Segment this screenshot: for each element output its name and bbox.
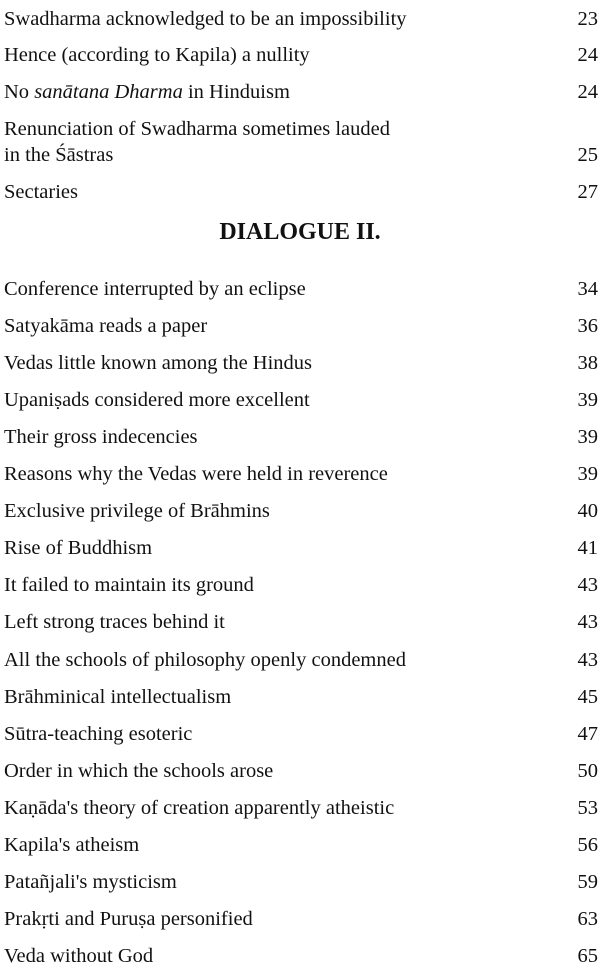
toc-entry bbox=[4, 906, 598, 932]
toc-entry-title: It failed to maintain its ground bbox=[4, 574, 254, 597]
toc-entry-page: 41 bbox=[577, 537, 598, 560]
toc-entry-title: No sanātana Dharma in Hinduism bbox=[4, 81, 290, 103]
toc-entry-title: Kaṇāda's theory of creation apparently atheistic bbox=[4, 796, 395, 819]
toc-entry-page: 43 bbox=[577, 611, 598, 634]
toc-entry bbox=[4, 609, 598, 635]
toc-entry-page: 23 bbox=[577, 8, 598, 30]
toc-entry-title: Kapila's atheism bbox=[4, 833, 140, 856]
toc-entry-title: Order in which the schools arose bbox=[4, 759, 274, 782]
toc-entry bbox=[4, 6, 598, 32]
toc-entry-page: 34 bbox=[577, 278, 598, 300]
toc-entry bbox=[4, 350, 598, 376]
toc-entry-page: 45 bbox=[577, 685, 598, 708]
toc-entry-title: Satyakāma reads a paper bbox=[4, 315, 208, 338]
toc-entry bbox=[4, 869, 598, 895]
toc-entry-page: 38 bbox=[577, 352, 598, 375]
toc-entry-page: 27 bbox=[577, 181, 598, 203]
toc-entry-page: 43 bbox=[577, 648, 598, 671]
toc-entry-page: 59 bbox=[577, 870, 598, 893]
toc-entry bbox=[4, 42, 598, 68]
toc-entry bbox=[4, 795, 598, 821]
toc-entry-page: 39 bbox=[577, 463, 598, 486]
toc-entry-page: 56 bbox=[577, 833, 598, 856]
toc-entry-title: Exclusive privilege of Brāhmins bbox=[4, 500, 270, 523]
toc-entry-page: 24 bbox=[577, 44, 598, 66]
toc-entry-title: Sectaries bbox=[4, 181, 78, 203]
toc-entry bbox=[4, 498, 598, 524]
toc-entry-title: Renunciation of Swadharma sometimes lauded in the Śāstras bbox=[4, 118, 390, 166]
toc-entry-title: Swadharma acknowledged to be an impossibility bbox=[4, 8, 407, 30]
toc-entry bbox=[4, 461, 598, 487]
toc-entry bbox=[4, 116, 598, 168]
toc-entry-title: Brāhminical intellectualism bbox=[4, 685, 232, 708]
toc-entry-page: 43 bbox=[577, 574, 598, 597]
toc-entry bbox=[4, 684, 598, 710]
toc-entry-page: 40 bbox=[577, 500, 598, 523]
toc-entry-title: Veda without God bbox=[4, 944, 154, 967]
toc-entry-title: Patañjali's mysticism bbox=[4, 870, 177, 893]
toc-entry bbox=[4, 572, 598, 598]
toc-entry bbox=[4, 535, 598, 561]
toc-entry-title: Their gross indecencies bbox=[4, 426, 198, 449]
toc-entry-page: 24 bbox=[577, 81, 598, 103]
toc-entry-title: Vedas little known among the Hindus bbox=[4, 352, 313, 375]
toc-entry-title: Rise of Buddhism bbox=[4, 537, 153, 560]
toc-entry-title: Sūtra-teaching esoteric bbox=[4, 722, 193, 745]
toc-entry bbox=[4, 179, 598, 205]
toc-entry-title: Hence (according to Kapila) a nullity bbox=[4, 44, 310, 66]
section-heading: DIALOGUE II. bbox=[219, 219, 381, 245]
toc-entry-title: All the schools of philosophy openly condemned bbox=[4, 648, 406, 671]
toc-entry-page: 39 bbox=[577, 389, 598, 412]
toc-entry bbox=[4, 721, 598, 747]
toc-entry bbox=[4, 79, 598, 105]
toc-entry-page: 53 bbox=[577, 796, 598, 819]
toc-entry-page: 39 bbox=[577, 426, 598, 449]
toc-entry bbox=[4, 943, 598, 969]
toc-entry-page: 36 bbox=[577, 315, 598, 338]
toc-entry bbox=[4, 424, 598, 450]
toc-entry-title: Conference interrupted by an eclipse bbox=[4, 278, 306, 300]
toc-entry-page: 63 bbox=[577, 907, 598, 930]
toc-entry bbox=[4, 647, 598, 673]
toc-entry-title: Reasons why the Vedas were held in reverence bbox=[4, 463, 388, 486]
toc-entry-page: 65 bbox=[577, 944, 598, 967]
toc-entry-page: 50 bbox=[577, 759, 598, 782]
toc-entry-title: Prakṛti and Puruṣa personified bbox=[4, 907, 253, 930]
toc-entry bbox=[4, 832, 598, 858]
toc-entry bbox=[4, 758, 598, 784]
toc-entry-title: Upaniṣads considered more excellent bbox=[4, 389, 310, 412]
toc-entry-page: 47 bbox=[577, 722, 598, 745]
toc-entry bbox=[4, 276, 598, 302]
toc-entry bbox=[4, 387, 598, 413]
toc-entry-page: 25 bbox=[577, 144, 598, 166]
toc-entry bbox=[4, 313, 598, 339]
toc-entry-title: Left strong traces behind it bbox=[4, 611, 225, 634]
